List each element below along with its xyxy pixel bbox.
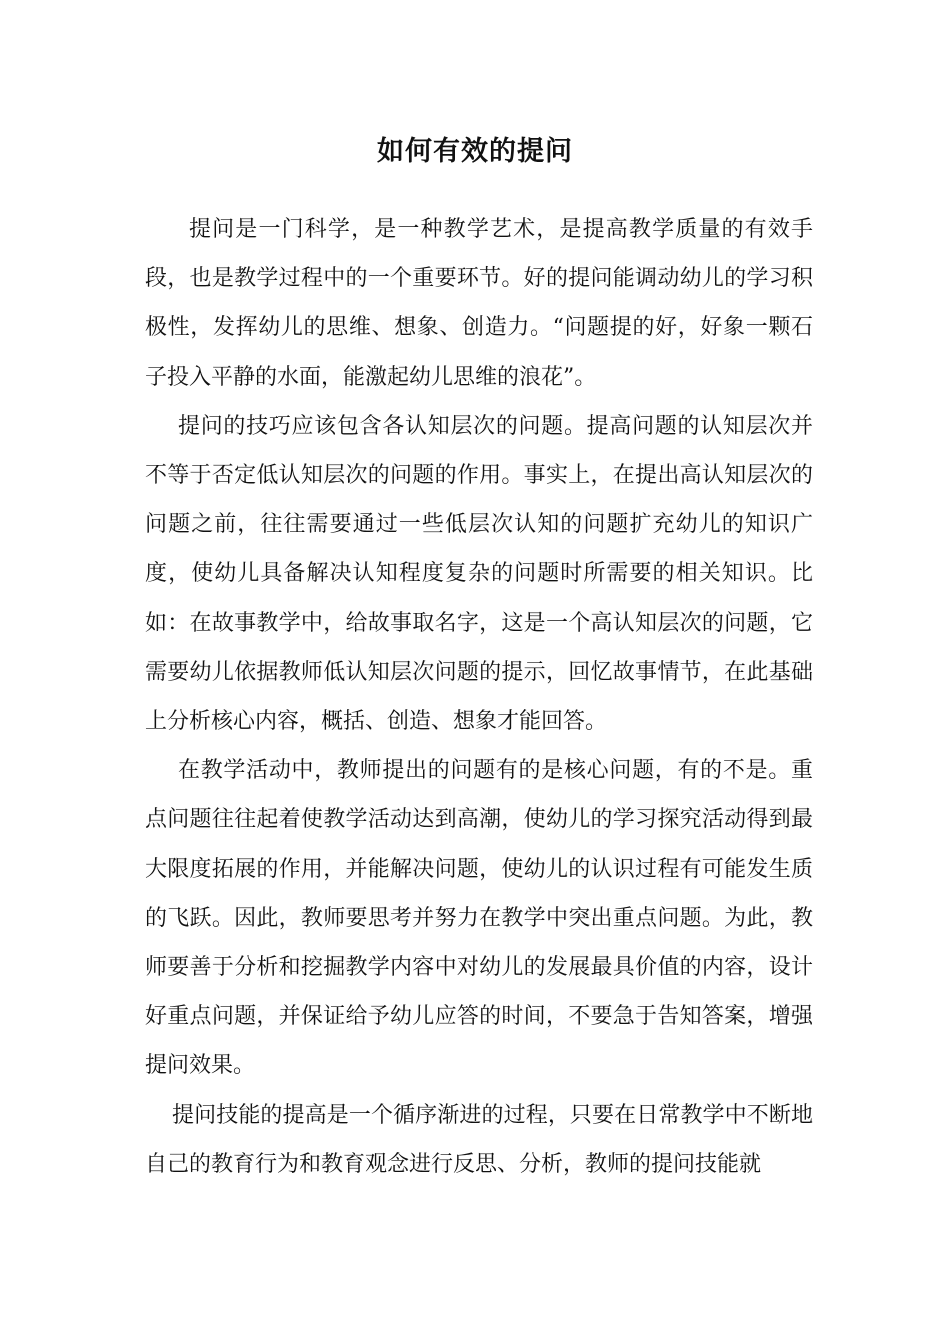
paragraph-1: 提问是一门科学，是一种教学艺术，是提高教学质量的有效手段，也是教学过程中的一个重要环节。好的提问能调动幼儿的学习积极性，发挥幼儿的思维、想象、创造力。“问题提的好，好象一颗石子投入平静的水面，能激起幼儿思维的浪花”。 (145, 217, 813, 390)
paragraph-2: 提问的技巧应该包含各认知层次的问题。提高问题的认知层次并不等于否定低认知层次的问题的作用。事实上，在提出高认知层次的问题之前，往往需要通过一些低层次认知的问题扩充幼儿的知识广度，使幼儿具备解决认知程度复杂的问题时所需要的相关知识。比如：在故事教学中，给故事取名字，这是一个高认知层次的问题，它需要幼儿依据教师低认知层次问题的提示，回忆故事情节，在此基础上分析核心内容，概括、创造、想象才能回答。 (145, 413, 813, 735)
document-body (145, 205, 813, 1189)
document-title: 如何有效的提问 (377, 136, 573, 167)
paragraph-4: 提问技能的提高是一个循序渐进的过程，只要在日常教学中不断地自己的教育行为和教育观念进行反思、分析，教师的提问技能就 (145, 1102, 813, 1177)
paragraph-3: 在教学活动中，教师提出的问题有的是核心问题，有的不是。重点问题往往起着使教学活动达到高潮，使幼儿的学习探究活动得到最大限度拓展的作用，并能解决问题，使幼儿的认识过程有可能发生质的飞跃。因此，教师要思考并努力在教学中突出重点问题。为此，教师要善于分析和挖掘教学内容中对幼儿的发展最具价值的内容，设计好重点问题，并保证给予幼儿应答的时间，不要急于告知答案，增强提问效果。 (145, 758, 813, 1079)
